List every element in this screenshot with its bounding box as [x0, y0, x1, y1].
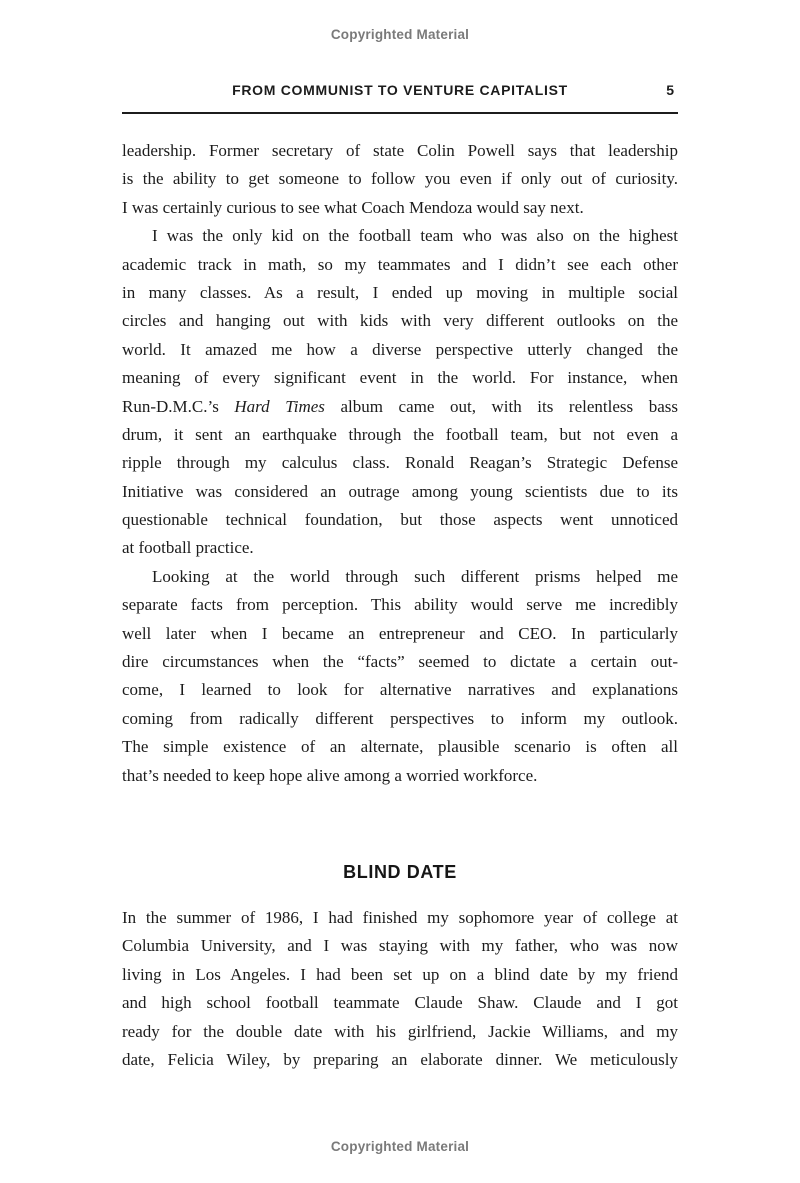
- text-line: drum, it sent an earthquake through the football team, but not even a: [122, 424, 678, 444]
- paragraph: [122, 563, 678, 790]
- text-line: I was certainly curious to see what Coach Mendoza would say next.: [122, 197, 584, 217]
- text-line: I was the only kid on the football team who was also on the highest: [152, 226, 678, 246]
- header-rule: [122, 112, 678, 114]
- text-line: The simple existence of an alternate, plausible scenario is often all: [122, 737, 678, 757]
- text-line: Run-D.M.C.’s Hard Times album came out, with its relentless bass: [122, 396, 678, 416]
- text-line: academic track in math, so my teammates and I didn’t see each other: [122, 254, 678, 274]
- copyright-notice-top: Copyrighted Material: [330, 27, 470, 42]
- copyright-notice-bottom: Copyrighted Material: [330, 1139, 470, 1154]
- section-heading: BLIND DATE: [343, 861, 457, 882]
- text-line: in many classes. As a result, I ended up moving in multiple social: [122, 282, 678, 302]
- running-head: [122, 82, 678, 98]
- text-line: separate facts from perception. This ability would serve me incredibly: [122, 595, 678, 615]
- text-line: come, I learned to look for alternative narratives and explanations: [122, 680, 678, 700]
- text-line: is the ability to get someone to follow you even if only out of curiosity.: [122, 169, 678, 189]
- chapter-title: FROM COMMUNIST TO VENTURE CAPITALIST: [232, 82, 568, 98]
- text-line: world. It amazed me how a diverse perspective utterly changed the: [122, 339, 678, 359]
- text-line: Columbia University, and I was staying with my father, who was now: [122, 936, 678, 956]
- text-line: ready for the double date with his girlfriend, Jackie Williams, and my: [122, 1021, 678, 1041]
- text-line: meaning of every significant event in the world. For instance, when: [122, 368, 678, 388]
- text-line: In the summer of 1986, I had finished my sophomore year of college at: [122, 907, 678, 927]
- text-line: date, Felicia Wiley, by preparing an elaborate dinner. We meticulously: [122, 1049, 678, 1069]
- text-line: Initiative was considered an outrage among young scientists due to its: [122, 481, 678, 501]
- paragraph: [122, 904, 678, 1074]
- text-line: well later when I became an entrepreneur and CEO. In particularly: [122, 623, 678, 643]
- text-line: circles and hanging out with kids with very different outlooks on the: [122, 311, 678, 331]
- text-line: at football practice.: [122, 538, 254, 558]
- page-body: [122, 137, 678, 1074]
- text-line: dire circumstances when the “facts” seemed to dictate a certain out-: [122, 652, 678, 672]
- text-line: living in Los Angeles. I had been set up on a blind date by my friend: [122, 964, 678, 984]
- text-line: that’s needed to keep hope alive among a worried workforce.: [122, 765, 538, 785]
- paragraph: [122, 222, 678, 563]
- text-line: questionable technical foundation, but those aspects went unnoticed: [122, 510, 678, 530]
- text-line: leadership. Former secretary of state Colin Powell says that leadership: [122, 141, 678, 160]
- text-line: ripple through my calculus class. Ronald Reagan’s Strategic Defense: [122, 453, 678, 473]
- paragraph: [122, 137, 678, 222]
- text-line: Looking at the world through such different prisms helped me: [152, 566, 678, 586]
- text-line: coming from radically different perspectives to inform my outlook.: [122, 708, 678, 728]
- text-line: and high school football teammate Claude Shaw. Claude and I got: [122, 993, 678, 1013]
- page-number: 5: [666, 82, 674, 98]
